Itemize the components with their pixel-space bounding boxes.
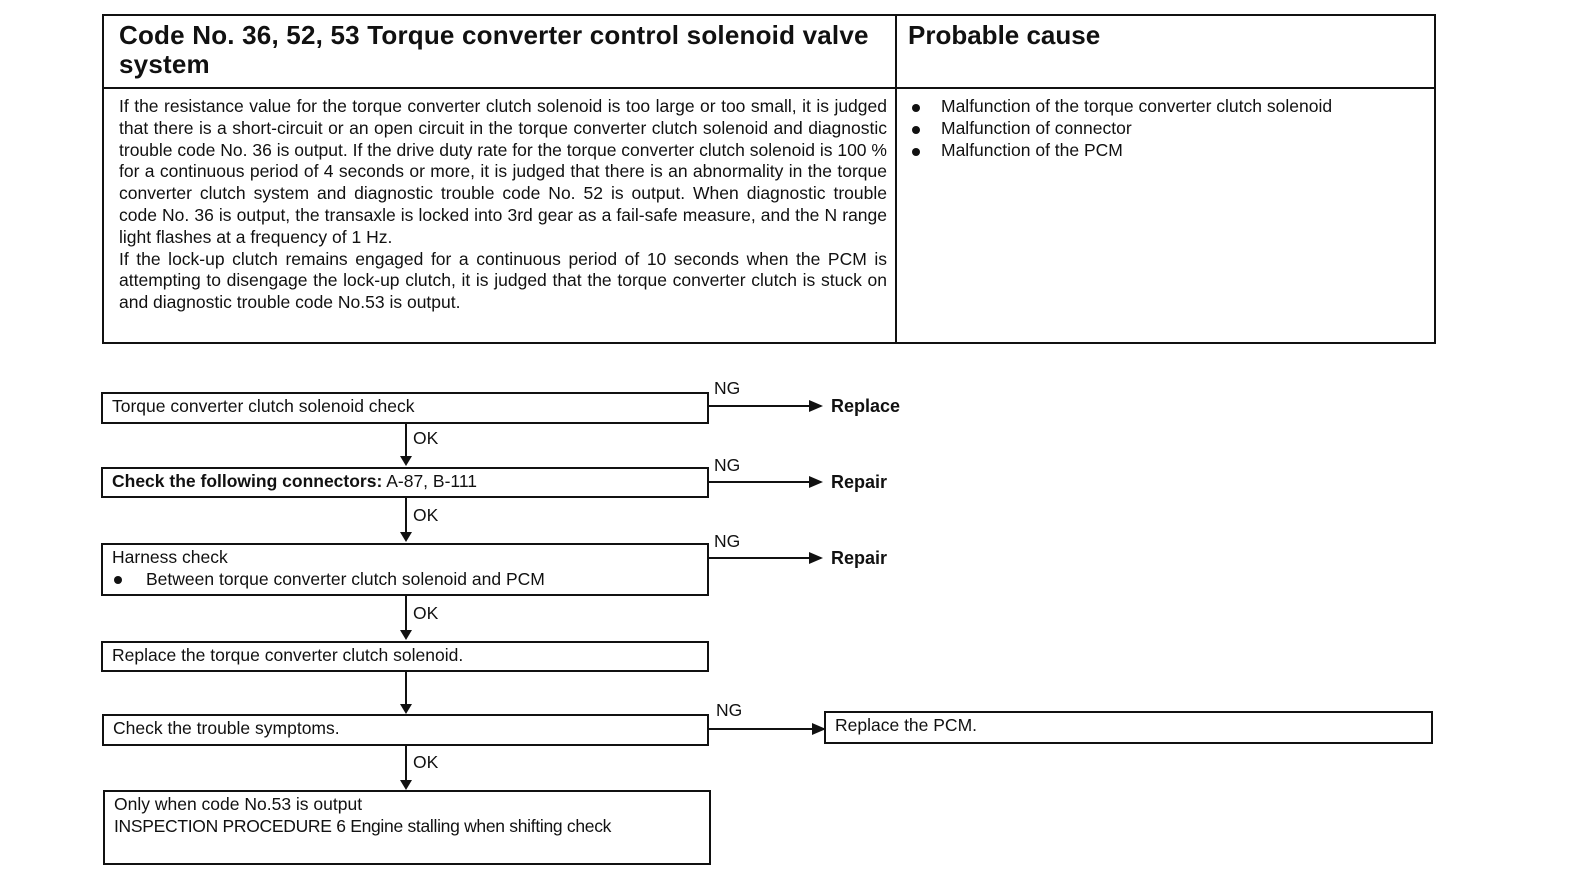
code-heading: Code No. 36, 52, 53 Torque converter control solenoid valve system — [119, 20, 869, 79]
step-solenoid-check — [101, 392, 709, 424]
result-replace: Replace — [831, 396, 901, 416]
inspection-condition: Only when code No.53 is output — [114, 794, 363, 814]
ok-arrow — [405, 424, 407, 464]
result-repair: Repair — [831, 548, 888, 568]
table-divider-vertical — [895, 16, 897, 342]
bullet-icon — [114, 576, 122, 584]
ng-label: NG — [714, 378, 741, 398]
inspection-procedure-link[interactable]: INSPECTION PROCEDURE 6 Engine stalling when shifting check — [114, 816, 612, 836]
trouble-symptoms-label: Check the trouble symptoms. — [113, 718, 340, 738]
harness-check-bullet-text: Between torque converter clutch solenoid and PCM — [146, 569, 545, 589]
step-connector-check — [101, 467, 709, 498]
ng-label: NG — [716, 700, 743, 720]
code-table — [102, 14, 1436, 344]
step-inspection-procedure — [103, 790, 711, 865]
code-description — [119, 96, 887, 314]
cause-item: Malfunction of the PCM — [908, 140, 1332, 162]
probable-cause-heading: Probable cause — [908, 20, 1101, 50]
replace-pcm-box — [824, 711, 1433, 744]
cause-item: Malfunction of connector — [908, 118, 1332, 140]
table-divider-horizontal — [104, 87, 1434, 89]
ng-arrow — [709, 481, 821, 483]
probable-cause-list — [908, 96, 1332, 161]
description-paragraph-2: If the lock-up clutch remains engaged for a continuous period of 10 seconds when the PCM is attempting to disengage the lock-up clutch, it is judged that the torque converter clutch is stuck on and diagnostic trouble code No.53 is output. — [119, 248, 887, 313]
step-solenoid-check-label: Torque converter clutch solenoid check — [112, 396, 415, 416]
ng-arrow — [709, 728, 824, 730]
step-trouble-symptoms — [102, 714, 709, 746]
ok-label: OK — [413, 505, 439, 525]
ok-label: OK — [413, 428, 439, 448]
flow-arrow — [405, 672, 407, 712]
result-repair: Repair — [831, 472, 888, 492]
description-paragraph-1: If the resistance value for the torque converter clutch solenoid is too large or too small, it is judged that there is a short-circuit or an open circuit in the torque converter clutch solenoid and diagnostic trouble code No. 36 is output. If the drive duty rate for the torque converter clutch solenoid is 100 % for a continuous period of 4 seconds or more, it is judged that there is an abnormality in the torque converter clutch system and diagnostic trouble code No. 52 is output. When diagnostic trouble code No. 36 is output, the transaxle is locked into 3rd gear as a fail-safe measure, and the N range light flashes at a frequency of 1 Hz. — [119, 96, 887, 247]
ng-arrow — [709, 405, 821, 407]
ng-label: NG — [714, 531, 741, 551]
connector-check-label: Check the following connectors: — [112, 471, 383, 491]
ng-label: NG — [714, 455, 741, 475]
ok-arrow — [405, 746, 407, 788]
replace-pcm-label: Replace the PCM. — [835, 715, 978, 735]
harness-check-title: Harness check — [112, 547, 228, 567]
ng-arrow — [709, 557, 821, 559]
ok-arrow — [405, 498, 407, 540]
ok-label: OK — [413, 752, 439, 772]
connector-ids: A-87, B-111 — [382, 471, 477, 491]
ok-label: OK — [413, 603, 439, 623]
harness-check-bullet — [112, 568, 698, 590]
ok-arrow — [405, 596, 407, 638]
step-replace-solenoid — [101, 641, 709, 672]
replace-solenoid-label: Replace the torque converter clutch solenoid. — [112, 645, 464, 665]
cause-item: Malfunction of the torque converter clutch solenoid — [908, 96, 1332, 118]
step-harness-check — [101, 543, 709, 596]
